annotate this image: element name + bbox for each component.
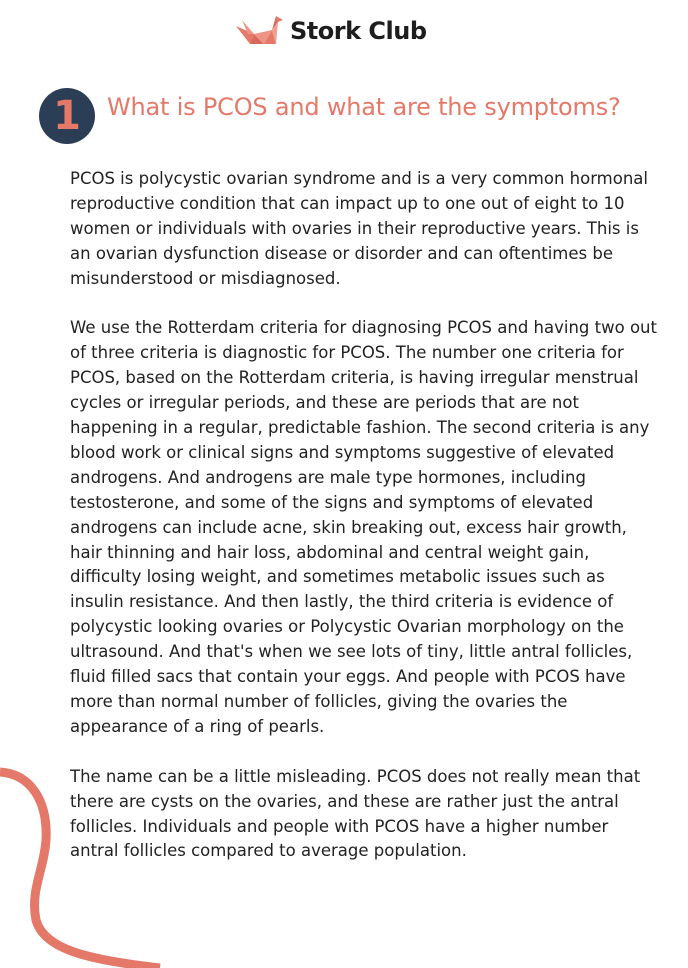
paragraph-intro: PCOS is polycystic ovarian syndrome and is a very common hormonal reproductive condition that can impact up to one out of eight to 10 women or individuals with ovaries in their reproductive years. This is an ovarian dysfunction disease or disorder and can oftentimes be misunderstood or misdiagnosed. [70, 169, 649, 288]
section-number-badge [39, 88, 95, 144]
paragraph-misleading-name: The name can be a little misleading. PCOS does not really mean that there are cysts on the ovaries, and these are rather just the antral follicles. Individuals and people with PCOS have a higher number antral follicles compared to average population. [70, 766, 641, 861]
paragraph-criteria: We use the Rotterdam criteria for diagnosing PCOS and having two out of three criteria is diagnostic for PCOS. The number one criteria for PCOS, based on the Rotterdam criteria, is having irregular menstrual cycles or irregular periods, and these are periods that are not happening in a regular, predictable fashion. The second criteria is any blood work or clinical signs and symptoms suggestive of elevated androgens. And androgens are male type hormones, including testosterone, and some of the signs and symptoms of elevated androgens can include acne, skin breaking out, excess hair growth, hair thinning and hair loss, abdominal and central weight gain, difficulty losing weight, and sometimes metabolic issues such as insulin resistance. And then lastly, the third criteria is evidence of polycystic looking ovaries or Polycystic Ovarian morphology on the ultrasound. And that's when we see lots of tiny, little antral follicles, fluid filled sacs that contain your eggs. And people with PCOS have more than normal number of follicles, giving the ovaries the appearance of a ring of pearls. [70, 318, 657, 736]
section-number: 1 [53, 93, 81, 139]
origami-crane-icon [234, 14, 284, 48]
section-title: What is PCOS and what are the symptoms? [107, 93, 621, 121]
brand-name: Stork Club [290, 17, 427, 45]
decorative-wave [0, 760, 180, 968]
brand-logo [234, 12, 427, 50]
